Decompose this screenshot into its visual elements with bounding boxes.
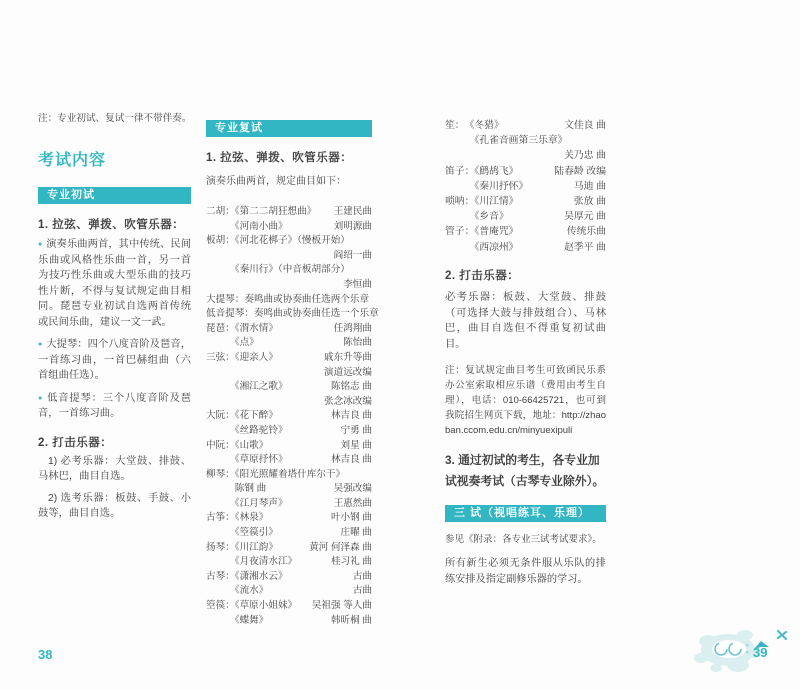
piece-title: 中阮：《山歌》 <box>206 439 269 451</box>
composer-name: 阎绍一曲 <box>333 249 372 261</box>
composer-name: 演道远改编 <box>324 366 372 378</box>
right-column <box>445 118 606 587</box>
repertoire-row <box>206 395 372 410</box>
repertoire-row <box>206 307 379 322</box>
piece-title: 低音提琴：奏鸣曲或协奏曲任选一个乐章 <box>206 308 379 320</box>
composer-name: 张放 曲 <box>573 196 606 208</box>
composer-name: 陆春龄 改编 <box>554 165 606 177</box>
accompaniment-note: 注：专业初试、复试一律不带伴奏。 <box>38 113 192 124</box>
piece-title: 《蝶舞》 <box>206 614 269 626</box>
repertoire-row <box>206 409 372 424</box>
composer-name: 关乃忠 曲 <box>564 150 606 162</box>
piece-title: 《湘江之歌》 <box>206 381 288 393</box>
piece-title: 柳琴：《阳光照耀着塔什库尔干》 <box>206 468 346 480</box>
piece-title: 板胡：《河北花梆子》（慢板开始） <box>206 235 350 247</box>
piece-title: 《乡音》 <box>445 211 509 223</box>
piece-title: 《流水》 <box>206 585 269 597</box>
percussion-item: 2) 选考乐器：板鼓、手鼓、小鼓等，曲目自选。 <box>38 492 191 519</box>
piece-title: 《孔雀音画第三乐章》 <box>445 135 568 147</box>
composer-name: 林吉良 曲 <box>330 454 372 466</box>
heading-sightreading: 3. 通过初试的考生，各专业加试视奏考试（古琴专业除外）。 <box>445 453 605 489</box>
composer-name: 王惠然曲 <box>333 497 372 509</box>
piece-title: 《江月琴声》 <box>206 497 288 509</box>
heading-percussion-2: 2. 打击乐器： <box>445 269 520 282</box>
heading-strings-instruments-2: 1. 拉弦、弹拨、吹管乐器： <box>206 152 353 164</box>
composer-name: 赵季平 曲 <box>564 241 606 253</box>
repertoire-row <box>206 293 372 308</box>
repertoire-row <box>206 614 372 629</box>
repertoire-row <box>206 351 372 366</box>
piece-title: 《河南小曲》 <box>206 220 288 232</box>
repertoire-row <box>206 599 372 614</box>
composer-name: 叶小钢 曲 <box>330 512 372 524</box>
composer-name: 吴厚元 曲 <box>564 211 606 223</box>
repertoire-row <box>445 148 606 163</box>
composer-name: 古曲 <box>352 585 372 597</box>
repertoire-row <box>206 249 372 264</box>
orchestra-obligation-para: 所有新生必须无条件服从乐队的排练安排及指定副修乐器的学习。 <box>445 558 606 585</box>
piece-title: 古筝：《林泉》 <box>206 512 269 524</box>
bullet-item: ● 演奏乐曲两首，其中传统、民间乐曲或风格性乐曲一首，另一首为技巧性乐曲或大型乐曲的技巧性片断，不得与复试规定曲目相同。琵琶专业初试自选两首传统或民间乐曲，建议一文一武。 <box>38 239 192 328</box>
subsection-bar-secondary-exam: 专业复试 <box>206 120 372 137</box>
repertoire-row <box>206 497 372 512</box>
percussion-requirements: 必考乐器：板鼓、大堂鼓、排鼓（可选择大鼓与排鼓组合）、马林巴，曲目自选但不得重复初试曲目。 <box>445 291 606 351</box>
repertoire-row <box>206 555 372 570</box>
composer-name: 宁勇 曲 <box>340 424 372 436</box>
repertoire-row <box>206 424 372 439</box>
piece-title: 扬琴：《川江韵》 <box>206 541 278 553</box>
page-number-39: 39 <box>753 645 768 660</box>
piece-title: 《草原抒怀》 <box>206 454 288 466</box>
page-number-38: 38 <box>38 647 53 662</box>
piece-title: 《箜篌引》 <box>206 527 278 539</box>
composer-name: 吴祖强 等人曲 <box>311 600 372 612</box>
piece-title: 《西凉州》 <box>445 241 519 253</box>
repertoire-row <box>206 278 372 293</box>
piece-title: 古琴：《潇湘水云》 <box>206 570 288 582</box>
piece-title: 《点》 <box>206 337 259 349</box>
repertoire-row <box>445 164 606 179</box>
composer-name: 庄曜 曲 <box>340 527 372 539</box>
repertoire-row <box>206 468 372 483</box>
repertoire-row <box>206 220 372 235</box>
repertoire-row <box>206 570 372 585</box>
composer-name: 戚东升等曲 <box>324 351 372 363</box>
piece-title: 《秦川抒怀》 <box>445 180 529 192</box>
score-request-note: 注：复试规定曲目考生可致函民乐系办公室索取相应乐谱（费用由考生自理），电话：010-66425721，也可到我院招生网页下载，地址：http://zhaoban.ccom.edu.cn/minyuexipuli <box>445 365 606 437</box>
repertoire-intro: 演奏乐曲两首，规定曲目如下： <box>206 176 346 187</box>
subsection-bar-preliminary-exam: 专业初试 <box>38 187 191 204</box>
heading-strings-instruments: 1. 拉弦、弹拨、吹管乐器： <box>38 219 185 231</box>
percussion-list <box>38 454 191 522</box>
bullet-list <box>38 237 191 422</box>
composer-name: 任鸿翔曲 <box>333 322 372 334</box>
middle-column <box>206 120 379 628</box>
piece-title: 《月夜清水江》 <box>206 556 298 568</box>
piece-title: 笙： 《冬猎》 <box>445 120 504 131</box>
composer-name: 陈铭志 曲 <box>330 381 372 393</box>
composer-name: 传统乐曲 <box>566 226 606 238</box>
third-exam-bar: 三 试（视唱练耳、乐理） <box>445 505 606 522</box>
composer-name: 张念冰改编 <box>324 395 372 407</box>
repertoire-row <box>445 194 606 209</box>
bullet-dot-icon: ● <box>38 341 43 348</box>
piece-title: 唢呐：《川江情》 <box>445 196 519 208</box>
piece-title: 大阮：《花下醉》 <box>206 410 278 422</box>
composer-name: 林吉良 曲 <box>330 410 372 422</box>
repertoire-row <box>206 336 372 351</box>
wind-repertoire-table <box>445 118 606 255</box>
repertoire-row <box>206 234 372 249</box>
heading-percussion: 2. 打击乐器： <box>38 436 113 449</box>
percussion-item: 1) 必考乐器：大堂鼓、排鼓、马林巴，曲目自选。 <box>38 455 191 482</box>
repertoire-row <box>206 584 372 599</box>
composer-name: 韩昕桐 曲 <box>330 614 372 626</box>
bullet-dot-icon: ● <box>38 241 43 248</box>
repertoire-row <box>206 263 372 278</box>
piece-title: 笛子：《鹧鸪飞》 <box>445 165 519 177</box>
section-title-exam-content: 考试内容 <box>38 152 107 169</box>
repertoire-row <box>206 541 372 556</box>
piece-title: 管子：《普庵咒》 <box>445 226 519 238</box>
repertoire-table <box>206 205 379 628</box>
piece-title: 箜篌：《草原小姐妹》 <box>206 600 298 612</box>
repertoire-row <box>206 526 372 541</box>
piece-title: 《丝路驼铃》 <box>206 424 288 436</box>
repertoire-row <box>206 439 372 454</box>
repertoire-row <box>206 366 372 381</box>
composer-name: 刘明源曲 <box>333 220 372 232</box>
repertoire-row <box>206 322 372 337</box>
repertoire-row <box>445 179 606 194</box>
composer-name: 吴强改编 <box>333 483 372 495</box>
composer-name: 刘星 曲 <box>340 439 372 451</box>
repertoire-row <box>206 482 372 497</box>
bullet-item: ● 低音提琴：三个八度音阶及琶音，一首练习曲。 <box>38 392 192 419</box>
repertoire-row <box>445 133 606 148</box>
composer-name: 古曲 <box>352 570 372 582</box>
piece-title: 大提琴：奏鸣曲或协奏曲任选两个乐章 <box>206 293 370 305</box>
splash-bird-icon <box>688 620 796 680</box>
see-reference-line: 参见《附录：各专业三试考试要求》。 <box>445 534 602 546</box>
repertoire-row <box>445 224 606 239</box>
composer-name: 马迪 曲 <box>573 180 606 192</box>
composer-name: 王建民曲 <box>333 206 372 217</box>
piece-title: 三弦：《迎亲人》 <box>206 351 278 363</box>
repertoire-row <box>445 240 606 255</box>
piece-title: 《秦川行》（中音板胡部分） <box>206 264 350 276</box>
piece-title: 二胡：《第二二胡狂想曲》 <box>206 206 317 217</box>
composer-name: 桂习礼 曲 <box>330 556 372 568</box>
repertoire-row <box>206 380 372 395</box>
repertoire-row <box>445 118 606 133</box>
bullet-item: ● 大提琴：四个八度音阶及琶音，一首练习曲，一首巴赫组曲（六首组曲任选）。 <box>38 339 192 381</box>
repertoire-row <box>445 209 606 224</box>
composer-name: 黄河 何泽森 曲 <box>309 541 372 553</box>
piece-title: 琵琶：《渭水情》 <box>206 322 278 334</box>
bullet-dot-icon: ● <box>38 394 44 402</box>
repertoire-row <box>206 511 372 526</box>
left-column <box>38 112 191 528</box>
composer-name: 陈怡曲 <box>343 337 372 349</box>
composer-name: 李恒曲 <box>343 278 372 290</box>
repertoire-row <box>206 453 372 468</box>
composer-name: 文佳良 曲 <box>564 120 606 131</box>
piece-title: 陈钢 曲 <box>206 483 267 495</box>
decoration-graphic <box>688 620 796 680</box>
repertoire-row <box>206 205 372 220</box>
